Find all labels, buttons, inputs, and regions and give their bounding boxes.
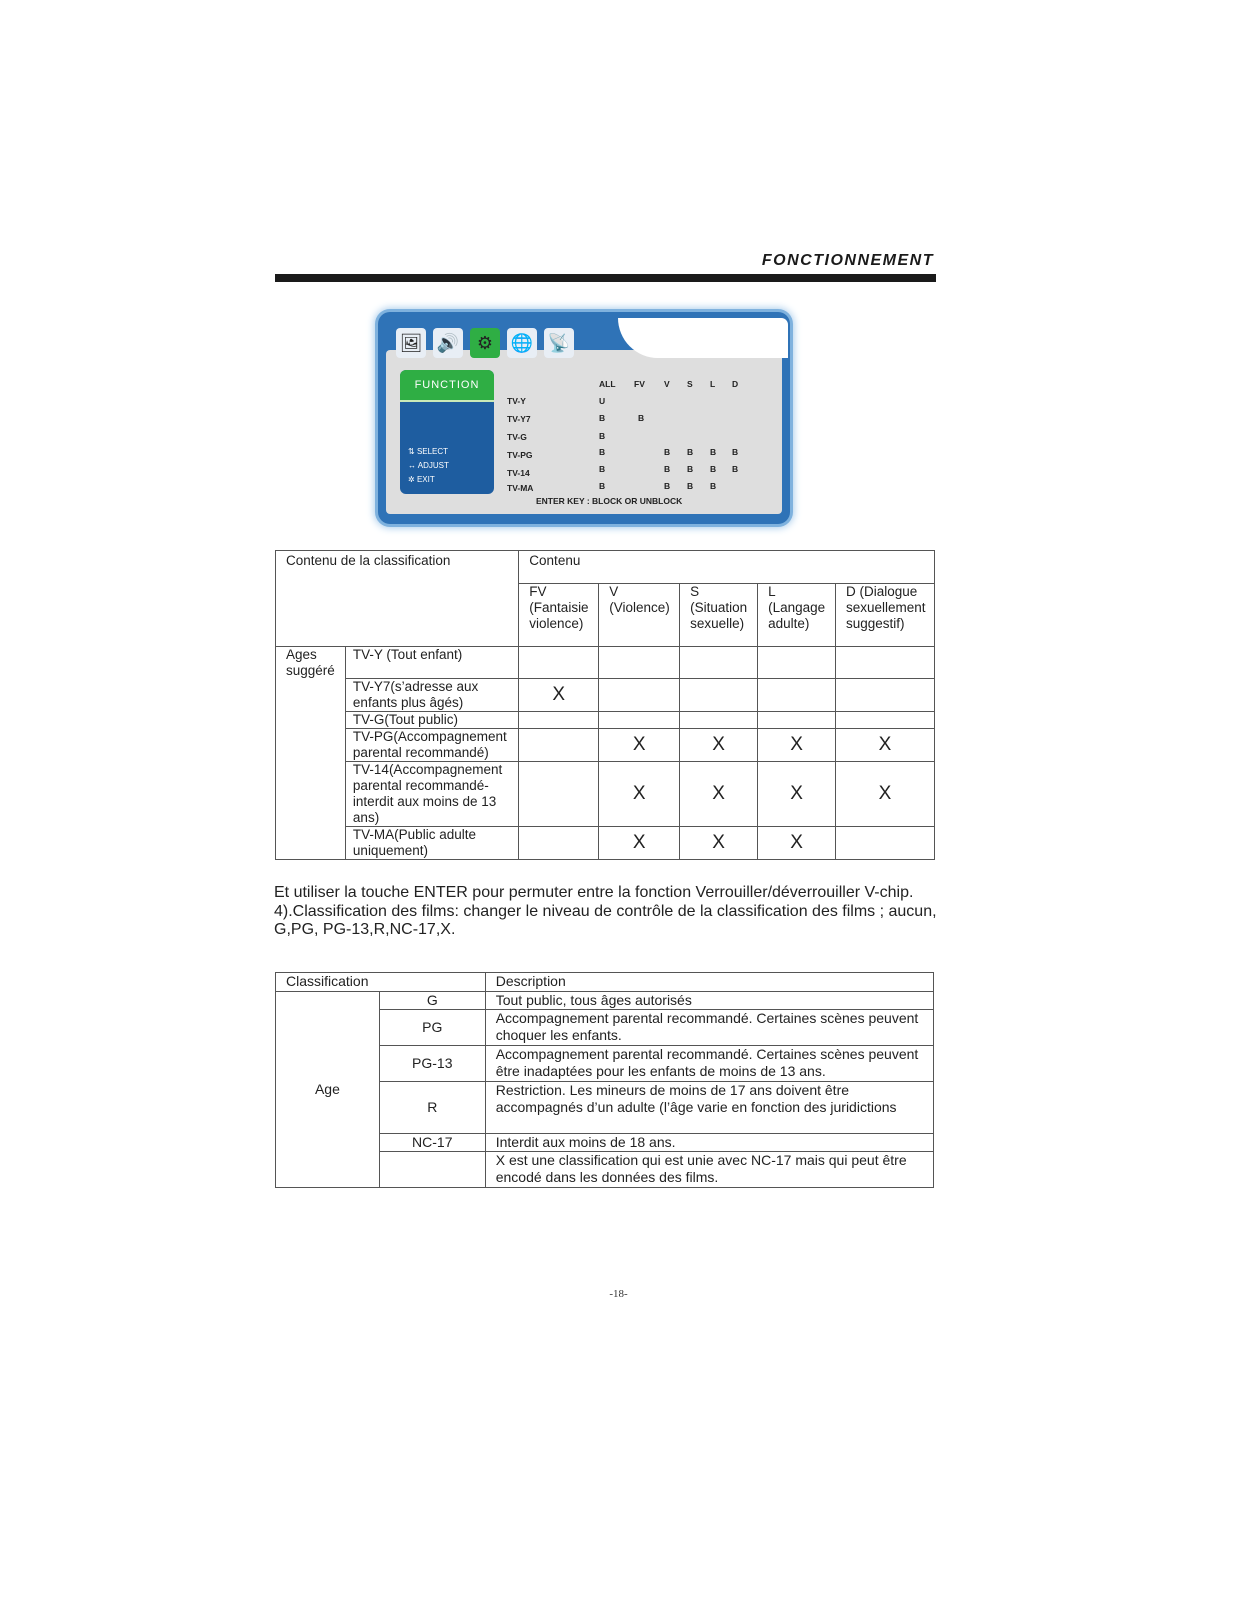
header-description: Description xyxy=(485,973,933,992)
mark-cell: X xyxy=(599,729,680,762)
rating-code xyxy=(379,1152,485,1188)
group-label: Ages suggéré xyxy=(276,647,346,860)
osd-row-label[interactable]: TV-14 xyxy=(507,468,530,478)
mark-cell xyxy=(680,712,758,729)
osd-wave xyxy=(618,318,788,358)
mark-cell xyxy=(519,729,599,762)
mark-cell: X xyxy=(680,827,758,860)
osd-cell[interactable]: B xyxy=(710,447,717,457)
osd-row-label[interactable]: TV-MA xyxy=(507,483,534,493)
mark-cell xyxy=(519,647,599,679)
osd-rating-grid xyxy=(506,374,776,514)
mark-cell: X xyxy=(758,827,836,860)
mark-cell xyxy=(519,762,599,827)
osd-cell[interactable]: B xyxy=(710,481,717,491)
help-select: SELECT xyxy=(416,447,449,456)
osd-row-label[interactable]: TV-PG xyxy=(507,450,533,460)
movie-rating-instruction: 4).Classification des films: changer le niveau de contrôle de la classification des films ; aucun, G,PG, PG-13,R,NC-17,X. xyxy=(274,902,937,938)
mark-cell: X xyxy=(836,762,935,827)
mark-cell: X xyxy=(599,827,680,860)
enter-instruction: Et utiliser la touche ENTER pour permuter entre la fonction Verrouiller/déverrouiller V-chip. xyxy=(274,884,914,901)
instructions-paragraph xyxy=(274,884,944,940)
mark-cell: X xyxy=(680,729,758,762)
osd-cell[interactable]: B xyxy=(732,464,739,474)
mark-cell xyxy=(599,712,680,729)
osd-icon-bar xyxy=(396,328,574,358)
osd-cell[interactable]: B xyxy=(599,481,606,491)
rating-code: G xyxy=(379,992,485,1010)
osd-cell[interactable]: B xyxy=(599,447,606,457)
help-exit: EXIT xyxy=(416,475,435,484)
osd-cell[interactable]: B xyxy=(687,464,694,474)
osd-cell[interactable]: U xyxy=(599,396,606,406)
mark-cell xyxy=(680,647,758,679)
rating-code: PG-13 xyxy=(379,1046,485,1082)
mark-cell: X xyxy=(758,762,836,827)
header-classification: Classification xyxy=(276,973,486,992)
mark-cell xyxy=(758,679,836,712)
mark-cell: X xyxy=(519,679,599,712)
mark-cell xyxy=(836,827,935,860)
osd-screenshot xyxy=(378,312,790,524)
mark-cell xyxy=(758,647,836,679)
rating-label: TV-MA(Public adulte uniquement) xyxy=(345,827,518,860)
rating-label: TV-14(Accompagnement parental recommandé-interdit aux moins de 13 ans) xyxy=(345,762,518,827)
rating-description: Tout public, tous âges autorisés xyxy=(485,992,933,1010)
rating-label: TV-Y7(s’adresse aux enfants plus âgés) xyxy=(345,679,518,712)
osd-enter-hint: ENTER KEY : BLOCK OR UNBLOCK xyxy=(536,496,683,506)
osd-side-menu xyxy=(400,370,494,494)
mark-cell xyxy=(836,647,935,679)
osd-cell[interactable]: B xyxy=(687,447,694,457)
tv-rating-table xyxy=(275,550,935,860)
osd-row-label[interactable]: TV-Y7 xyxy=(507,414,531,424)
help-adjust: ADJUST xyxy=(417,461,449,470)
picture-icon[interactable]: 🖼 xyxy=(396,328,426,358)
updown-arrow-icon: ⇅ xyxy=(408,447,415,456)
exit-icon: ✲ xyxy=(408,475,415,484)
subheader-v: V (Violence) xyxy=(599,584,680,647)
rating-description: X est une classification qui est unie avec NC-17 mais qui peut être encodé dans les données des films. xyxy=(485,1152,933,1188)
sound-icon[interactable]: 🔊 xyxy=(433,328,463,358)
mark-cell: X xyxy=(599,762,680,827)
leftright-arrow-icon: ↔ xyxy=(408,461,416,470)
mark-cell: X xyxy=(758,729,836,762)
rating-description: Restriction. Les mineurs de moins de 17 ans doivent être accompagnés d’un adulte (l’âge varie en fonction des juridictions xyxy=(485,1082,933,1134)
rating-description: Accompagnement parental recommandé. Certaines scènes peuvent être inadaptées pour les enfants de moins de 13 ans. xyxy=(485,1046,933,1082)
osd-cell[interactable]: B xyxy=(687,481,694,491)
rating-label: TV-PG(Accompagnement parental recommandé) xyxy=(345,729,518,762)
osd-col-header: ALL xyxy=(599,379,616,389)
osd-col-header: L xyxy=(710,379,716,389)
mark-cell xyxy=(599,647,680,679)
rating-code: R xyxy=(379,1082,485,1134)
mark-cell xyxy=(599,679,680,712)
globe-icon[interactable]: 🌐 xyxy=(507,328,537,358)
osd-cell[interactable]: B xyxy=(599,413,606,423)
mark-cell xyxy=(680,679,758,712)
osd-row-label[interactable]: TV-Y xyxy=(507,396,526,406)
section-title: FONCTIONNEMENT xyxy=(761,252,934,269)
osd-cell[interactable]: B xyxy=(664,464,671,474)
header-classification: Contenu de la classification xyxy=(276,551,519,647)
osd-cell[interactable]: B xyxy=(710,464,717,474)
osd-cell[interactable]: B xyxy=(599,464,606,474)
osd-col-header: FV xyxy=(634,379,645,389)
subheader-fv: FV (Fantaisie violence) xyxy=(519,584,599,647)
mark-cell xyxy=(836,712,935,729)
page-number: -18- xyxy=(609,1288,628,1300)
movie-rating-table xyxy=(275,972,934,1188)
function-icon[interactable]: ⚙ xyxy=(470,328,500,358)
rating-label: TV-G(Tout public) xyxy=(345,712,518,729)
rating-label: TV-Y (Tout enfant) xyxy=(345,647,518,679)
mark-cell xyxy=(836,679,935,712)
osd-col-header: S xyxy=(687,379,693,389)
subheader-s: S (Situation sexuelle) xyxy=(680,584,758,647)
osd-row-label[interactable]: TV-G xyxy=(507,432,527,442)
subheader-l: L (Langage adulte) xyxy=(758,584,836,647)
mark-cell: X xyxy=(680,762,758,827)
subheader-d: D (Dialogue sexuellement suggestif) xyxy=(836,584,935,647)
mark-cell xyxy=(519,827,599,860)
rating-code: NC-17 xyxy=(379,1134,485,1152)
mark-cell: X xyxy=(836,729,935,762)
osd-col-header: D xyxy=(732,379,739,389)
rating-code: PG xyxy=(379,1010,485,1046)
osd-cell[interactable]: B xyxy=(664,481,671,491)
osd-cell[interactable]: B xyxy=(732,447,739,457)
rating-description: Accompagnement parental recommandé. Certaines scènes peuvent choquer les enfants. xyxy=(485,1010,933,1046)
osd-col-header: V xyxy=(664,379,670,389)
rating-description: Interdit aux moins de 18 ans. xyxy=(485,1134,933,1152)
mark-cell xyxy=(519,712,599,729)
header-rule xyxy=(275,274,936,282)
osd-cell[interactable]: B xyxy=(599,431,606,441)
osd-help xyxy=(408,445,449,487)
mark-cell xyxy=(758,712,836,729)
header-content: Contenu xyxy=(519,551,935,584)
osd-cell[interactable]: B xyxy=(638,413,645,423)
osd-cell[interactable]: B xyxy=(664,447,671,457)
group-label: Age xyxy=(276,992,380,1188)
osd-menu-title: FUNCTION xyxy=(400,370,494,402)
satellite-icon[interactable]: 📡 xyxy=(544,328,574,358)
